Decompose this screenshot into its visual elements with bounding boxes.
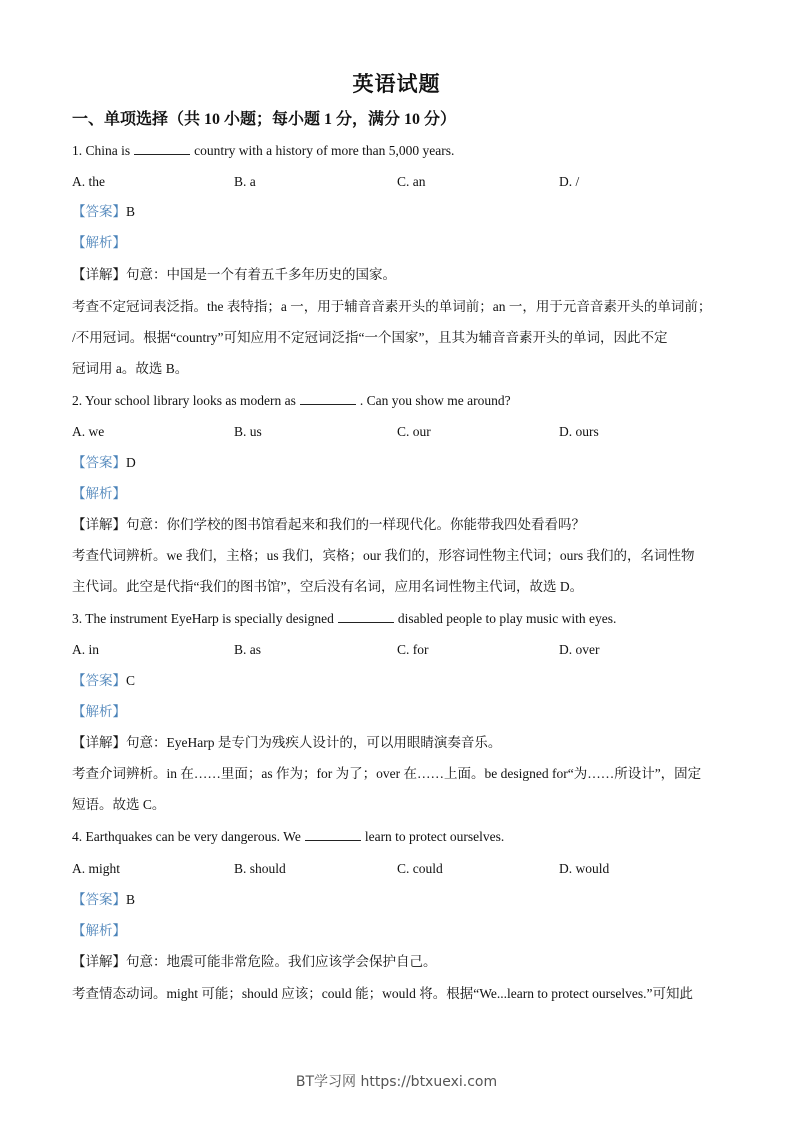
explanation-line: /不用冠词。根据“country”可知应用不定冠词泛指“一个国家”，且其为辅音音素开头的单词，因此不定 — [72, 330, 668, 345]
answer-blank — [305, 829, 361, 841]
answer-value: B — [126, 892, 136, 907]
detail-meaning: 句意：地震可能非常危险。我们应该学会保护自己。 — [126, 954, 437, 969]
detail-meaning: 句意：你们学校的图书馆看起来和我们的一样现代化。你能带我四处看看吗？ — [126, 517, 585, 532]
option-a: A. in — [72, 642, 99, 657]
question-stem-text: 2. Your school library looks as modern as — [72, 393, 296, 408]
option-c: C. an — [397, 174, 426, 189]
option-d: D. ours — [559, 424, 599, 439]
option-b: B. us — [234, 424, 262, 439]
detail-meaning: 句意：中国是一个有着五千多年历史的国家。 — [126, 267, 396, 282]
analysis-label: 【解析】 — [72, 235, 126, 250]
option-a: A. the — [72, 174, 105, 189]
detail-label: 【详解】 — [72, 735, 126, 750]
option-b: B. as — [234, 642, 261, 657]
option-d: D. / — [559, 174, 580, 189]
explanation-line: 短语。故选 C。 — [72, 797, 166, 812]
detail-line — [72, 734, 501, 752]
analysis-line — [72, 703, 126, 721]
option-b: B. a — [234, 174, 256, 189]
analysis-line — [72, 234, 126, 252]
question-stem-text: learn to protect ourselves. — [364, 829, 505, 844]
answer-line — [72, 891, 135, 909]
page-title: 英语试题 — [352, 72, 441, 96]
option-c: C. could — [397, 861, 443, 876]
answer-line — [72, 672, 135, 690]
detail-label: 【详解】 — [72, 517, 126, 532]
option-d: D. would — [559, 861, 610, 876]
answer-line — [72, 203, 135, 221]
answer-label: 【答案】 — [72, 892, 126, 907]
answer-label: 【答案】 — [72, 204, 126, 219]
question-stem-text: 4. Earthquakes can be very dangerous. We — [72, 829, 301, 844]
question-2-stem — [72, 392, 511, 410]
question-stem-text: country with a history of more than 5,000 years. — [194, 143, 455, 158]
analysis-label: 【解析】 — [72, 486, 126, 501]
analysis-label: 【解析】 — [72, 923, 126, 938]
explanation-line: 主代词。此空是代指“我们的图书馆”，空后没有名词，应用名词性物主代词，故选 D。 — [72, 579, 584, 594]
analysis-line — [72, 922, 126, 940]
answer-value: D — [126, 455, 136, 470]
detail-label: 【详解】 — [72, 954, 126, 969]
option-c: C. our — [397, 424, 431, 439]
detail-label: 【详解】 — [72, 267, 126, 282]
question-4-stem — [72, 828, 504, 846]
question-stem-text: disabled people to play music with eyes. — [397, 611, 617, 626]
answer-value: B — [126, 204, 136, 219]
answer-blank — [134, 143, 190, 155]
question-1-stem — [72, 142, 454, 160]
explanation-line: 考查不定冠词表泛指。the 表特指；a 一，用于辅音音素开头的单词前；an 一，用于元音音素开头的单词前； — [72, 299, 712, 314]
answer-label: 【答案】 — [72, 673, 126, 688]
answer-label: 【答案】 — [72, 455, 126, 470]
answer-value: C — [126, 673, 136, 688]
explanation-line: 考查情态动词。might 可能；should 应该；could 能；would 将。根据“We...learn to protect ourselves.”可知此 — [72, 986, 693, 1001]
question-3-stem — [72, 610, 616, 628]
section-heading: 一、单项选择（共 10 小题；每小题 1 分，满分 10 分） — [72, 111, 457, 128]
option-b: B. should — [234, 861, 286, 876]
answer-blank — [300, 393, 356, 405]
question-stem-text: 3. The instrument EyeHarp is specially designed — [72, 611, 334, 626]
analysis-line — [72, 485, 126, 503]
explanation-line: 考查介词辨析。in 在……里面；as 作为；for 为了；over 在……上面。be designed for“为……所设计”，固定 — [72, 766, 702, 781]
detail-line — [72, 953, 437, 971]
option-a: A. might — [72, 861, 121, 876]
answer-line — [72, 454, 136, 472]
answer-blank — [338, 611, 394, 623]
footer-watermark: BT学习网 https://btxuexi.com — [295, 1074, 498, 1090]
option-d: D. over — [559, 642, 600, 657]
detail-line — [72, 516, 585, 534]
explanation-line: 冠词用 a。故选 B。 — [72, 361, 189, 376]
detail-line — [72, 266, 396, 284]
analysis-label: 【解析】 — [72, 704, 126, 719]
question-stem-text: . Can you show me around? — [359, 393, 511, 408]
option-a: A. we — [72, 424, 105, 439]
detail-meaning: 句意：EyeHarp 是专门为残疾人设计的，可以用眼睛演奏音乐。 — [126, 735, 502, 750]
option-c: C. for — [397, 642, 429, 657]
question-stem-text: 1. China is — [72, 143, 131, 158]
explanation-line: 考查代词辨析。we 我们，主格；us 我们，宾格；our 我们的，形容词性物主代词；ours 我们的，名词性物 — [72, 548, 695, 563]
